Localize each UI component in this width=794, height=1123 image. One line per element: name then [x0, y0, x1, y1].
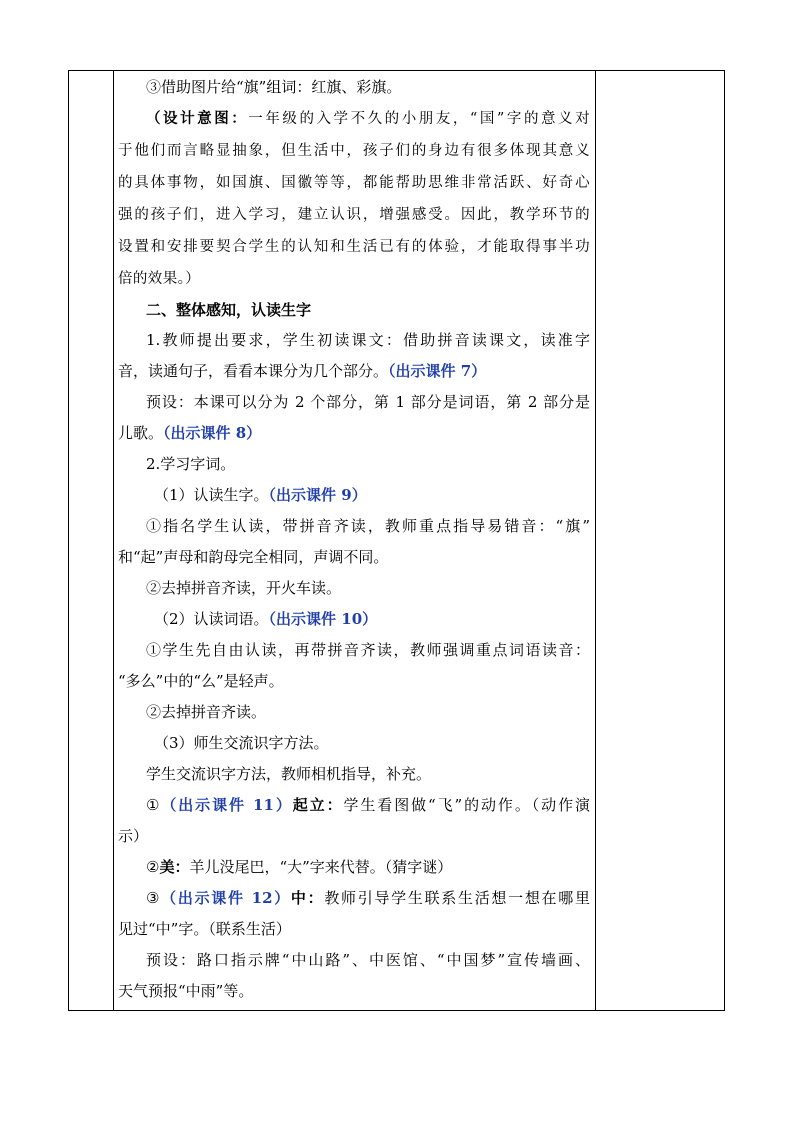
courseware-ref: （出示课件 7）: [388, 362, 487, 380]
text-line: 儿歌。（出示课件 8）: [118, 424, 262, 442]
text-line: 天气预报“中雨”等。: [118, 982, 254, 1000]
table-bottom-border: [68, 1010, 725, 1011]
design-intent-line: 设置和安排要契合学生的认知和生活已有的体验，才能取得事半功: [118, 239, 590, 255]
design-intent-line: 倍的效果。）: [118, 271, 201, 287]
text-line: 音，读通句子，看看本课分为几个部分。（出示课件 7）: [118, 362, 487, 380]
text-line: 1.教师提出要求，学生初读课文：借助拼音读课文，读准字: [146, 331, 590, 349]
text-line: （3）师生交流识字方法。: [154, 734, 329, 752]
text-line: （2）认读词语。（出示课件 10）: [154, 610, 378, 628]
courseware-ref: （出示课件 12）: [161, 889, 291, 907]
text-line: 预设：本课可以分为 2 个部分，第 1 部分是词语，第 2 部分是: [146, 393, 590, 411]
text-line: 见过“中”字。（联系生活）: [118, 920, 291, 938]
text-line: 和“起”声母和韵母完全相同，声调不同。: [118, 548, 389, 566]
text-line: ③借助图片给“旗”组词：红旗、彩旗。: [146, 78, 402, 96]
table-top-border: [68, 70, 725, 71]
text-line: 2.学习字词。: [146, 455, 236, 473]
text-line: ①（出示课件 11）起立：学生看图做“飞”的动作。（动作演: [146, 796, 590, 814]
text-line: （1）认读生字。（出示课件 9）: [154, 486, 367, 504]
text-line: 示）: [118, 827, 149, 845]
table-divider-1: [113, 70, 114, 1010]
text-line: ①学生先自由认读，再带拼音齐读，教师强调重点词语读音：: [146, 641, 590, 659]
text-line: ②去掉拼音齐读。: [146, 703, 267, 721]
courseware-ref: （出示课件 9）: [268, 486, 367, 504]
design-intent-line: 强的孩子们，进入学习，建立认识，增强感受。因此，教学环节的: [118, 207, 590, 223]
text-line: ①指名学生认读，带拼音齐读，教师重点指导易错音：“旗”: [146, 517, 590, 535]
courseware-ref: （出示课件 8）: [163, 424, 262, 442]
text-line: ②去掉拼音齐读，开火车读。: [146, 579, 342, 597]
courseware-ref: （出示课件 10）: [268, 610, 378, 628]
design-intent-line: 的具体事物，如国旗、国徽等等，都能帮助思维非常活跃、好奇心: [118, 175, 590, 191]
text-line: ③（出示课件 12）中：教师引导学生联系生活想一想在哪里: [146, 889, 590, 907]
design-intent-line: 于他们而言略显抽象，但生活中，孩子们的身边有很多体现其意义: [118, 143, 590, 159]
section-heading: 二、整体感知，认读生字: [146, 301, 312, 319]
courseware-ref: （出示课件 11）: [161, 796, 293, 814]
design-intent-line: （设计意图：一年级的入学不久的小朋友，“国”字的意义对: [146, 110, 590, 127]
table-border-right: [724, 70, 725, 1010]
text-line: 预设：路口指示牌“中山路”、中医馆、“中国梦”宣传墙画、: [146, 951, 590, 969]
text-line: 学生交流识字方法，教师相机指导，补充。: [146, 765, 432, 783]
text-line: “多么”中的“么”是轻声。: [118, 672, 284, 690]
table-divider-2: [595, 70, 596, 1010]
text-line: ②美：羊儿没尾巴，“大”字来代替。（猜字谜）: [146, 858, 453, 876]
table-border-left: [68, 70, 69, 1010]
